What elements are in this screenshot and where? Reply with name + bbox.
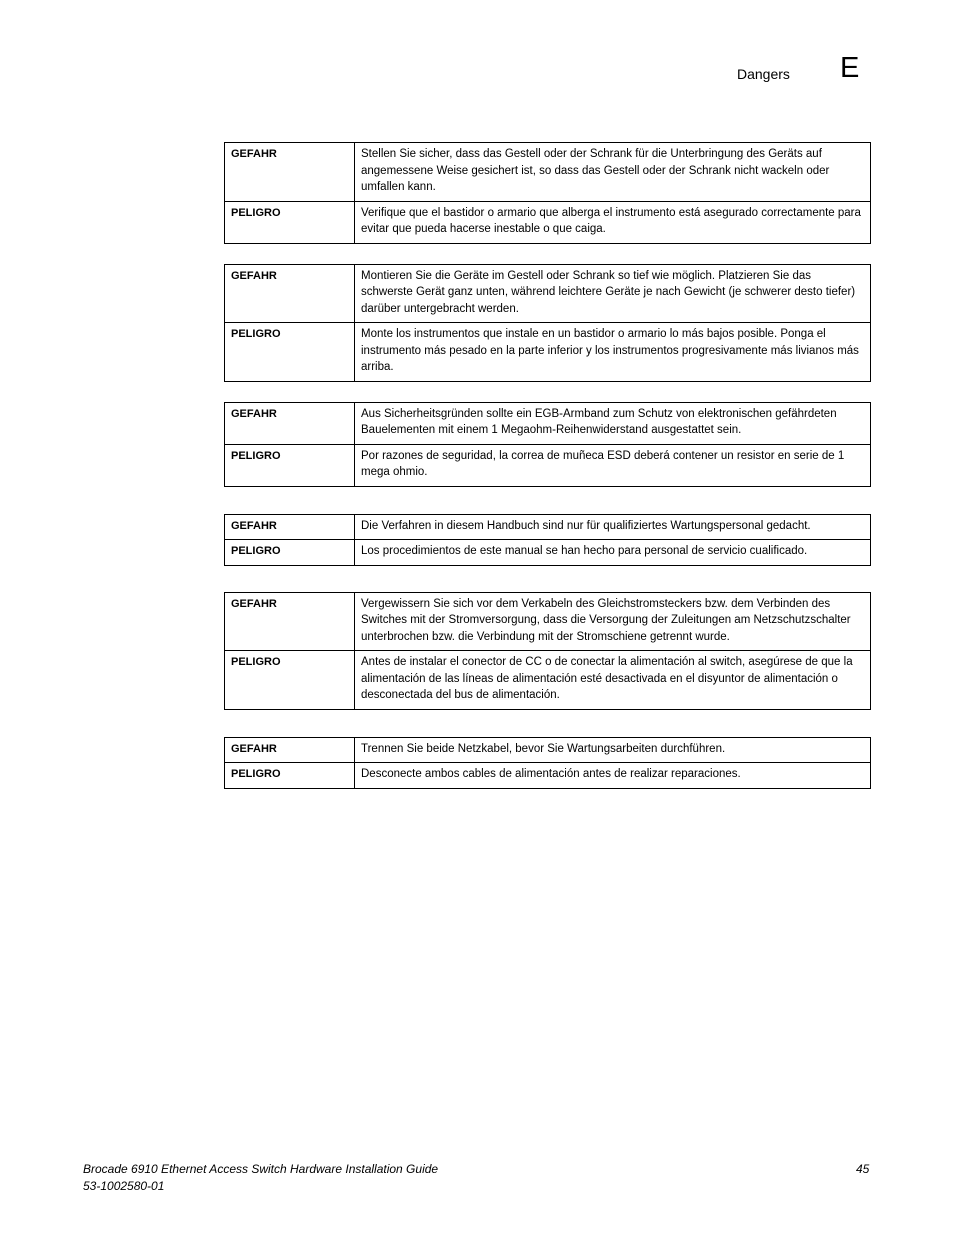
spacer [224,487,871,514]
warning-label-es: PELIGRO [225,323,355,382]
table-row [225,514,871,540]
warning-text-es: Monte los instrumentos que instale en un bastidor o armario lo más bajos posible. Ponga el instrumento más pesado en la parte inferior y los instrumentos progresivamente más livianos más arriba. [355,323,871,382]
warning-text-de: Die Verfahren in diesem Handbuch sind nur für qualifiziertes Wartungspersonal gedacht. [355,514,871,540]
spacer [224,244,871,264]
danger-notices [224,142,871,789]
danger-table-qualified-personnel [224,514,871,566]
warning-text-de: Trennen Sie beide Netzkabel, bevor Sie Wartungsarbeiten durchführen. [355,737,871,763]
table-row [225,323,871,382]
footer-document-title: Brocade 6910 Ethernet Access Switch Hardware Installation Guide [83,1162,439,1176]
warning-text-de: Aus Sicherheitsgründen sollte ein EGB-Armband zum Schutz von elektronischen gefährdeten Bauelementen mit einem 1 Megaohm-Reihenwiderstand ausgestattet sein. [355,402,871,444]
page-number: 45 [856,1162,870,1176]
table-row [225,763,871,789]
table-row [225,402,871,444]
warning-text-es: Verifique que el bastidor o armario que alberga el instrumento está asegurado correctamente para evitar que pueda hacerse inestable o que caiga. [355,201,871,243]
warning-text-es: Desconecte ambos cables de alimentación antes de realizar reparaciones. [355,763,871,789]
footer-document-number: 53-1002580-01 [83,1179,165,1193]
warning-label-de: GEFAHR [225,264,355,323]
warning-label-es: PELIGRO [225,540,355,566]
warning-label-de: GEFAHR [225,514,355,540]
warning-label-es: PELIGRO [225,651,355,710]
table-row [225,264,871,323]
spacer [224,382,871,402]
danger-table-rack-secure [224,142,871,244]
warning-text-es: Por razones de seguridad, la correa de muñeca ESD deberá contener un resistor en serie de 1 mega ohmio. [355,444,871,486]
table-row [225,143,871,202]
table-row [225,651,871,710]
table-row [225,737,871,763]
table-row [225,592,871,651]
section-title: Dangers [737,66,790,82]
table-row [225,444,871,486]
appendix-letter: E [840,52,860,84]
warning-label-de: GEFAHR [225,737,355,763]
spacer [224,566,871,592]
warning-label-de: GEFAHR [225,143,355,202]
danger-table-mount-low [224,264,871,382]
warning-text-es: Los procedimientos de este manual se han hecho para personal de servicio cualificado. [355,540,871,566]
warning-label-es: PELIGRO [225,201,355,243]
danger-table-disconnect-power [224,737,871,789]
warning-label-es: PELIGRO [225,763,355,789]
table-row [225,540,871,566]
danger-table-dc-wiring [224,592,871,710]
warning-label-es: PELIGRO [225,444,355,486]
warning-label-de: GEFAHR [225,592,355,651]
warning-text-es: Antes de instalar el conector de CC o de conectar la alimentación al switch, asegúrese de que la alimentación de las líneas de alimentación esté desactivada en el disyuntor de alimentación o desconectada del bus de alimentación. [355,651,871,710]
spacer [224,710,871,737]
warning-text-de: Vergewissern Sie sich vor dem Verkabeln des Gleichstromsteckers bzw. dem Verbinden des Switches mit der Stromversorgung, dass die Versorgung der Zuleitungen am Netzschutzschalter unterbrochen bzw. die Verbindung mit der Stromschiene getrennt wurde. [355,592,871,651]
warning-text-de: Montieren Sie die Geräte im Gestell oder Schrank so tief wie möglich. Platzieren Sie das schwerste Gerät ganz unten, während leichtere Geräte je nach Gewicht (je schwerer desto tiefer) darüber untergebracht werden. [355,264,871,323]
warning-text-de: Stellen Sie sicher, dass das Gestell oder der Schrank für die Unterbringung des Geräts auf angemessene Weise gesichert ist, so dass das Gestell oder der Schrank nicht wackeln oder umfallen kann. [355,143,871,202]
danger-table-esd-strap [224,402,871,487]
warning-label-de: GEFAHR [225,402,355,444]
table-row [225,201,871,243]
